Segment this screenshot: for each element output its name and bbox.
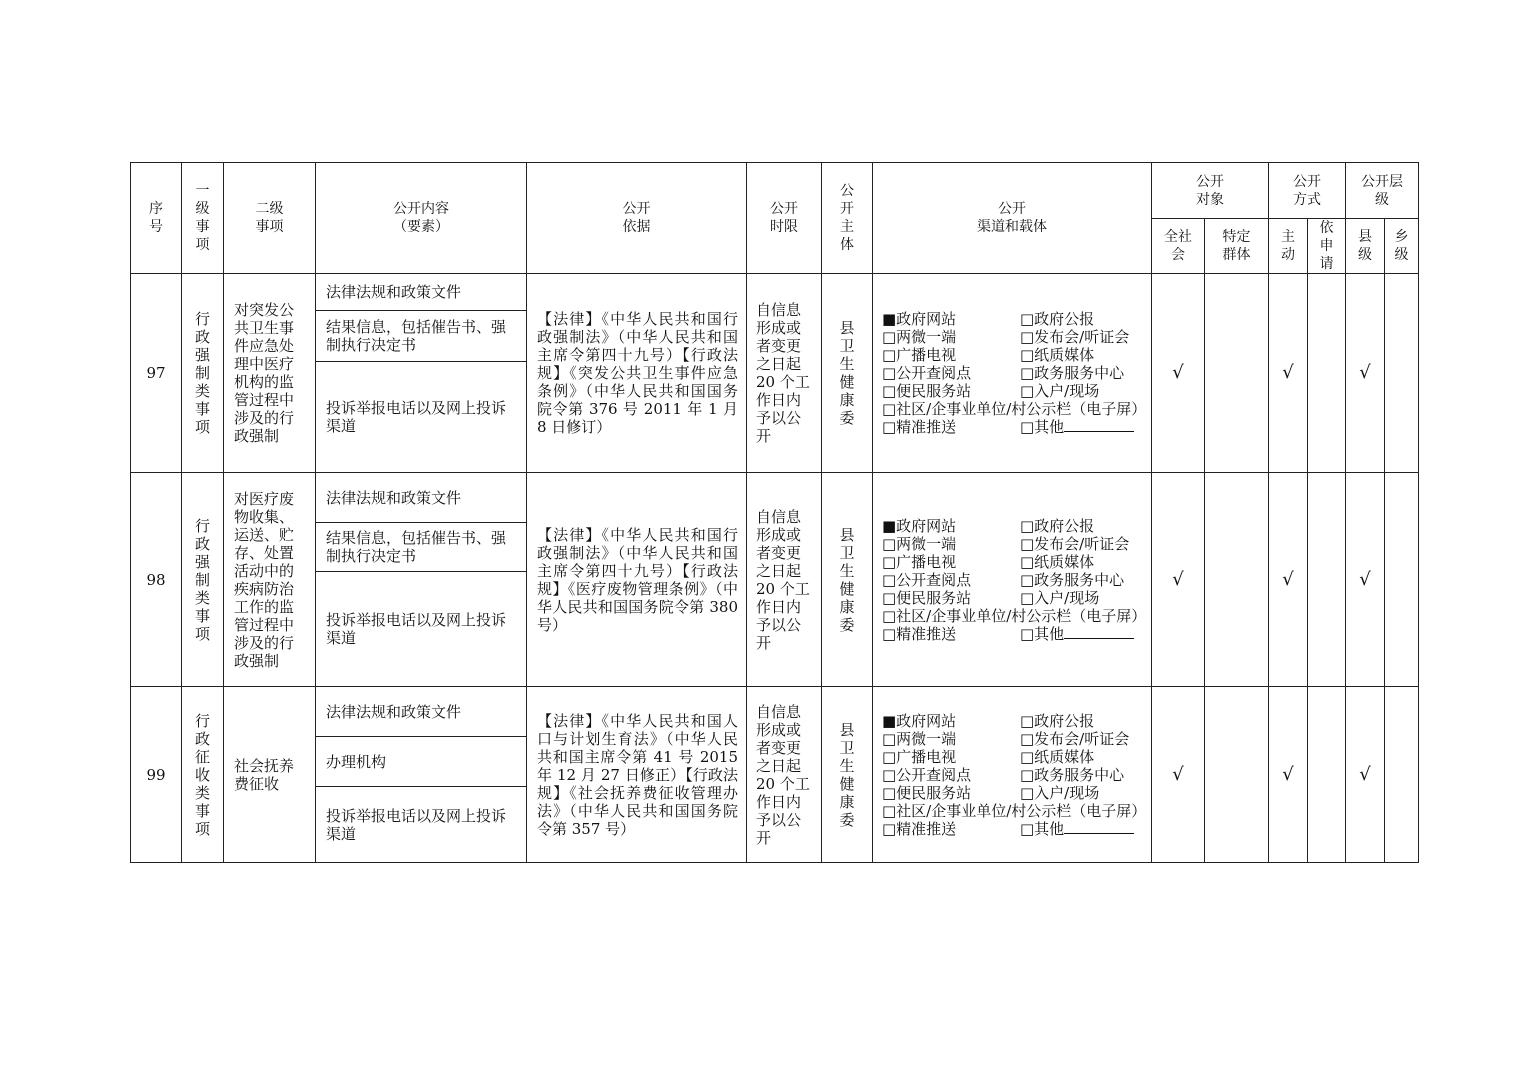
channel-option: □政务服务中心 <box>1020 765 1125 784</box>
row-basis: 【法律】《中华人民共和国行政强制法》（中华人民共和国主席令第四十九号）【行政法规】《医疗废物管理条例》（中华人民共和国国务院令第 380 号） <box>527 473 747 687</box>
header-method-apply: 依申请 <box>1308 219 1346 274</box>
channel-option: ■政府网站 <box>882 310 957 328</box>
row-basis: 【法律】《中华人民共和国人口与计划生育法》（中华人民共和国主席令第 41 号 2015 年 12 月 27 日修正）【行政法规】《社会抚养费征收管理办法》（中华人民共和国国务院令第 357 号） <box>527 687 747 863</box>
header-level-county: 县级 <box>1346 219 1385 274</box>
header-channel: 公开 渠道和载体 <box>873 163 1152 274</box>
channel-option: □纸质媒体 <box>1020 552 1095 571</box>
row-seq: 97 <box>131 274 182 473</box>
header-method: 公开 方式 <box>1269 163 1346 219</box>
check-level-county: √ <box>1346 687 1385 863</box>
row-content-item: 投诉举报电话以及网上投诉渠道 <box>316 572 527 687</box>
row-basis: 【法律】《中华人民共和国行政强制法》（中华人民共和国主席令第四十九号）【行政法规】《突发公共卫生事件应急条例》（中华人民共和国国务院令第 376 号 2011 年 1 月 8 日修订） <box>527 274 747 473</box>
header-period: 公开 时限 <box>747 163 822 274</box>
row-seq: 98 <box>131 473 182 687</box>
header-level: 公开层 级 <box>1346 163 1419 219</box>
check-method-active: √ <box>1269 473 1308 687</box>
channel-option: □政务服务中心 <box>1020 364 1125 382</box>
row-period: 自信息形成或者变更之日起 20 个工作日内予以公开 <box>747 274 822 473</box>
row-content-item: 投诉举报电话以及网上投诉渠道 <box>316 787 527 863</box>
channel-option-other: □其他 <box>1020 418 1144 436</box>
header-target-special: 特定 群体 <box>1205 219 1269 274</box>
row-level1: 行政征收类事项 <box>182 687 224 863</box>
cell-method-apply <box>1308 473 1346 687</box>
channel-option-other: □其他 <box>1020 625 1144 643</box>
cell-method-apply <box>1308 687 1346 863</box>
check-target-all: √ <box>1152 473 1205 687</box>
channel-option: □公开查阅点 <box>882 570 972 589</box>
row-channels <box>873 687 1152 863</box>
header-content: 公开内容 （要素） <box>316 163 527 274</box>
row-level2: 对医疗废物收集、运送、贮存、处置活动中的疾病防治工作的监管过程中涉及的行政强制 <box>224 473 316 687</box>
blank-line <box>1064 419 1134 432</box>
channel-option: □便民服务站 <box>882 783 972 802</box>
header-target: 公开 对象 <box>1152 163 1269 219</box>
cell-target-special <box>1205 687 1269 863</box>
header-level-town: 乡级 <box>1385 219 1419 274</box>
table-row <box>131 473 1419 523</box>
check-target-all: √ <box>1152 687 1205 863</box>
row-content-item: 法律法规和政策文件 <box>316 274 527 311</box>
row-period: 自信息形成或者变更之日起 20 个工作日内予以公开 <box>747 473 822 687</box>
channel-option-other: □其他 <box>1020 820 1144 838</box>
header-method-active: 主动 <box>1269 219 1308 274</box>
channel-option: □社区/企事业单位/村公示栏（电子屏） <box>882 606 1147 625</box>
header-target-all: 全社会 <box>1152 219 1205 274</box>
row-seq: 99 <box>131 687 182 863</box>
channel-option: □政府公报 <box>1020 516 1095 535</box>
cell-level-town <box>1385 473 1419 687</box>
channel-option: □便民服务站 <box>882 588 972 607</box>
check-level-county: √ <box>1346 274 1385 473</box>
blank-line <box>1064 626 1134 639</box>
channel-option: □纸质媒体 <box>1020 747 1095 766</box>
channel-option: □两微一端 <box>882 729 957 748</box>
cell-level-town <box>1385 274 1419 473</box>
channel-option: □公开查阅点 <box>882 364 972 382</box>
row-level2: 社会抚养费征收 <box>224 687 316 863</box>
channel-option: □两微一端 <box>882 328 957 346</box>
channel-option: ■政府网站 <box>882 516 957 535</box>
row-subject: 县卫生健康委 <box>822 473 873 687</box>
channel-option: □社区/企事业单位/村公示栏（电子屏） <box>882 801 1147 820</box>
row-level1: 行政强制类事项 <box>182 473 224 687</box>
row-level1: 行政强制类事项 <box>182 274 224 473</box>
channel-option: □便民服务站 <box>882 382 972 400</box>
cell-method-apply <box>1308 274 1346 473</box>
row-period: 自信息形成或者变更之日起 20 个工作日内予以公开 <box>747 687 822 863</box>
row-content-item: 法律法规和政策文件 <box>316 687 527 737</box>
channel-option: □纸质媒体 <box>1020 346 1095 364</box>
channel-option: □政府公报 <box>1020 310 1095 328</box>
row-subject: 县卫生健康委 <box>822 274 873 473</box>
header-subject: 公开主体 <box>822 163 873 274</box>
channel-option: □政府公报 <box>1020 711 1095 730</box>
channel-option: □广播电视 <box>882 552 957 571</box>
header-basis: 公开 依据 <box>527 163 747 274</box>
disclosure-table <box>130 162 1419 863</box>
check-level-county: √ <box>1346 473 1385 687</box>
channel-option: □精准推送 <box>882 819 957 838</box>
cell-target-special <box>1205 274 1269 473</box>
channel-option: □入户/现场 <box>1020 588 1100 607</box>
row-level2: 对突发公共卫生事件应急处理中医疗机构的监管过程中涉及的行政强制 <box>224 274 316 473</box>
check-target-all: √ <box>1152 274 1205 473</box>
table-row <box>131 274 1419 311</box>
row-channels <box>873 274 1152 473</box>
channel-option: □广播电视 <box>882 346 957 364</box>
table-row <box>131 687 1419 737</box>
cell-level-town <box>1385 687 1419 863</box>
header-level2: 二级事项 <box>224 163 316 274</box>
channel-option: □发布会/听证会 <box>1020 534 1130 553</box>
channel-option: □政务服务中心 <box>1020 570 1125 589</box>
blank-line <box>1064 821 1134 834</box>
channel-option: □发布会/听证会 <box>1020 328 1130 346</box>
row-content-item: 法律法规和政策文件 <box>316 473 527 523</box>
channel-option: ■政府网站 <box>882 711 957 730</box>
channel-option: □精准推送 <box>882 624 957 643</box>
channel-option: □精准推送 <box>882 418 957 436</box>
row-channels <box>873 473 1152 687</box>
channel-option: □广播电视 <box>882 747 957 766</box>
header-seq: 序号 <box>131 163 182 274</box>
check-method-active: √ <box>1269 274 1308 473</box>
row-content-item: 投诉举报电话以及网上投诉渠道 <box>316 362 527 473</box>
channel-option: □入户/现场 <box>1020 382 1100 400</box>
check-method-active: √ <box>1269 687 1308 863</box>
channel-option: □入户/现场 <box>1020 783 1100 802</box>
header-level1: 一级事项 <box>182 163 224 274</box>
channel-option: □社区/企事业单位/村公示栏（电子屏） <box>882 400 1147 418</box>
cell-target-special <box>1205 473 1269 687</box>
row-content-item: 结果信息，包括催告书、强制执行决定书 <box>316 523 527 572</box>
row-content-item: 办理机构 <box>316 737 527 787</box>
channel-option: □发布会/听证会 <box>1020 729 1130 748</box>
channel-option: □两微一端 <box>882 534 957 553</box>
row-subject: 县卫生健康委 <box>822 687 873 863</box>
channel-option: □公开查阅点 <box>882 765 972 784</box>
row-content-item: 结果信息，包括催告书、强制执行决定书 <box>316 311 527 362</box>
